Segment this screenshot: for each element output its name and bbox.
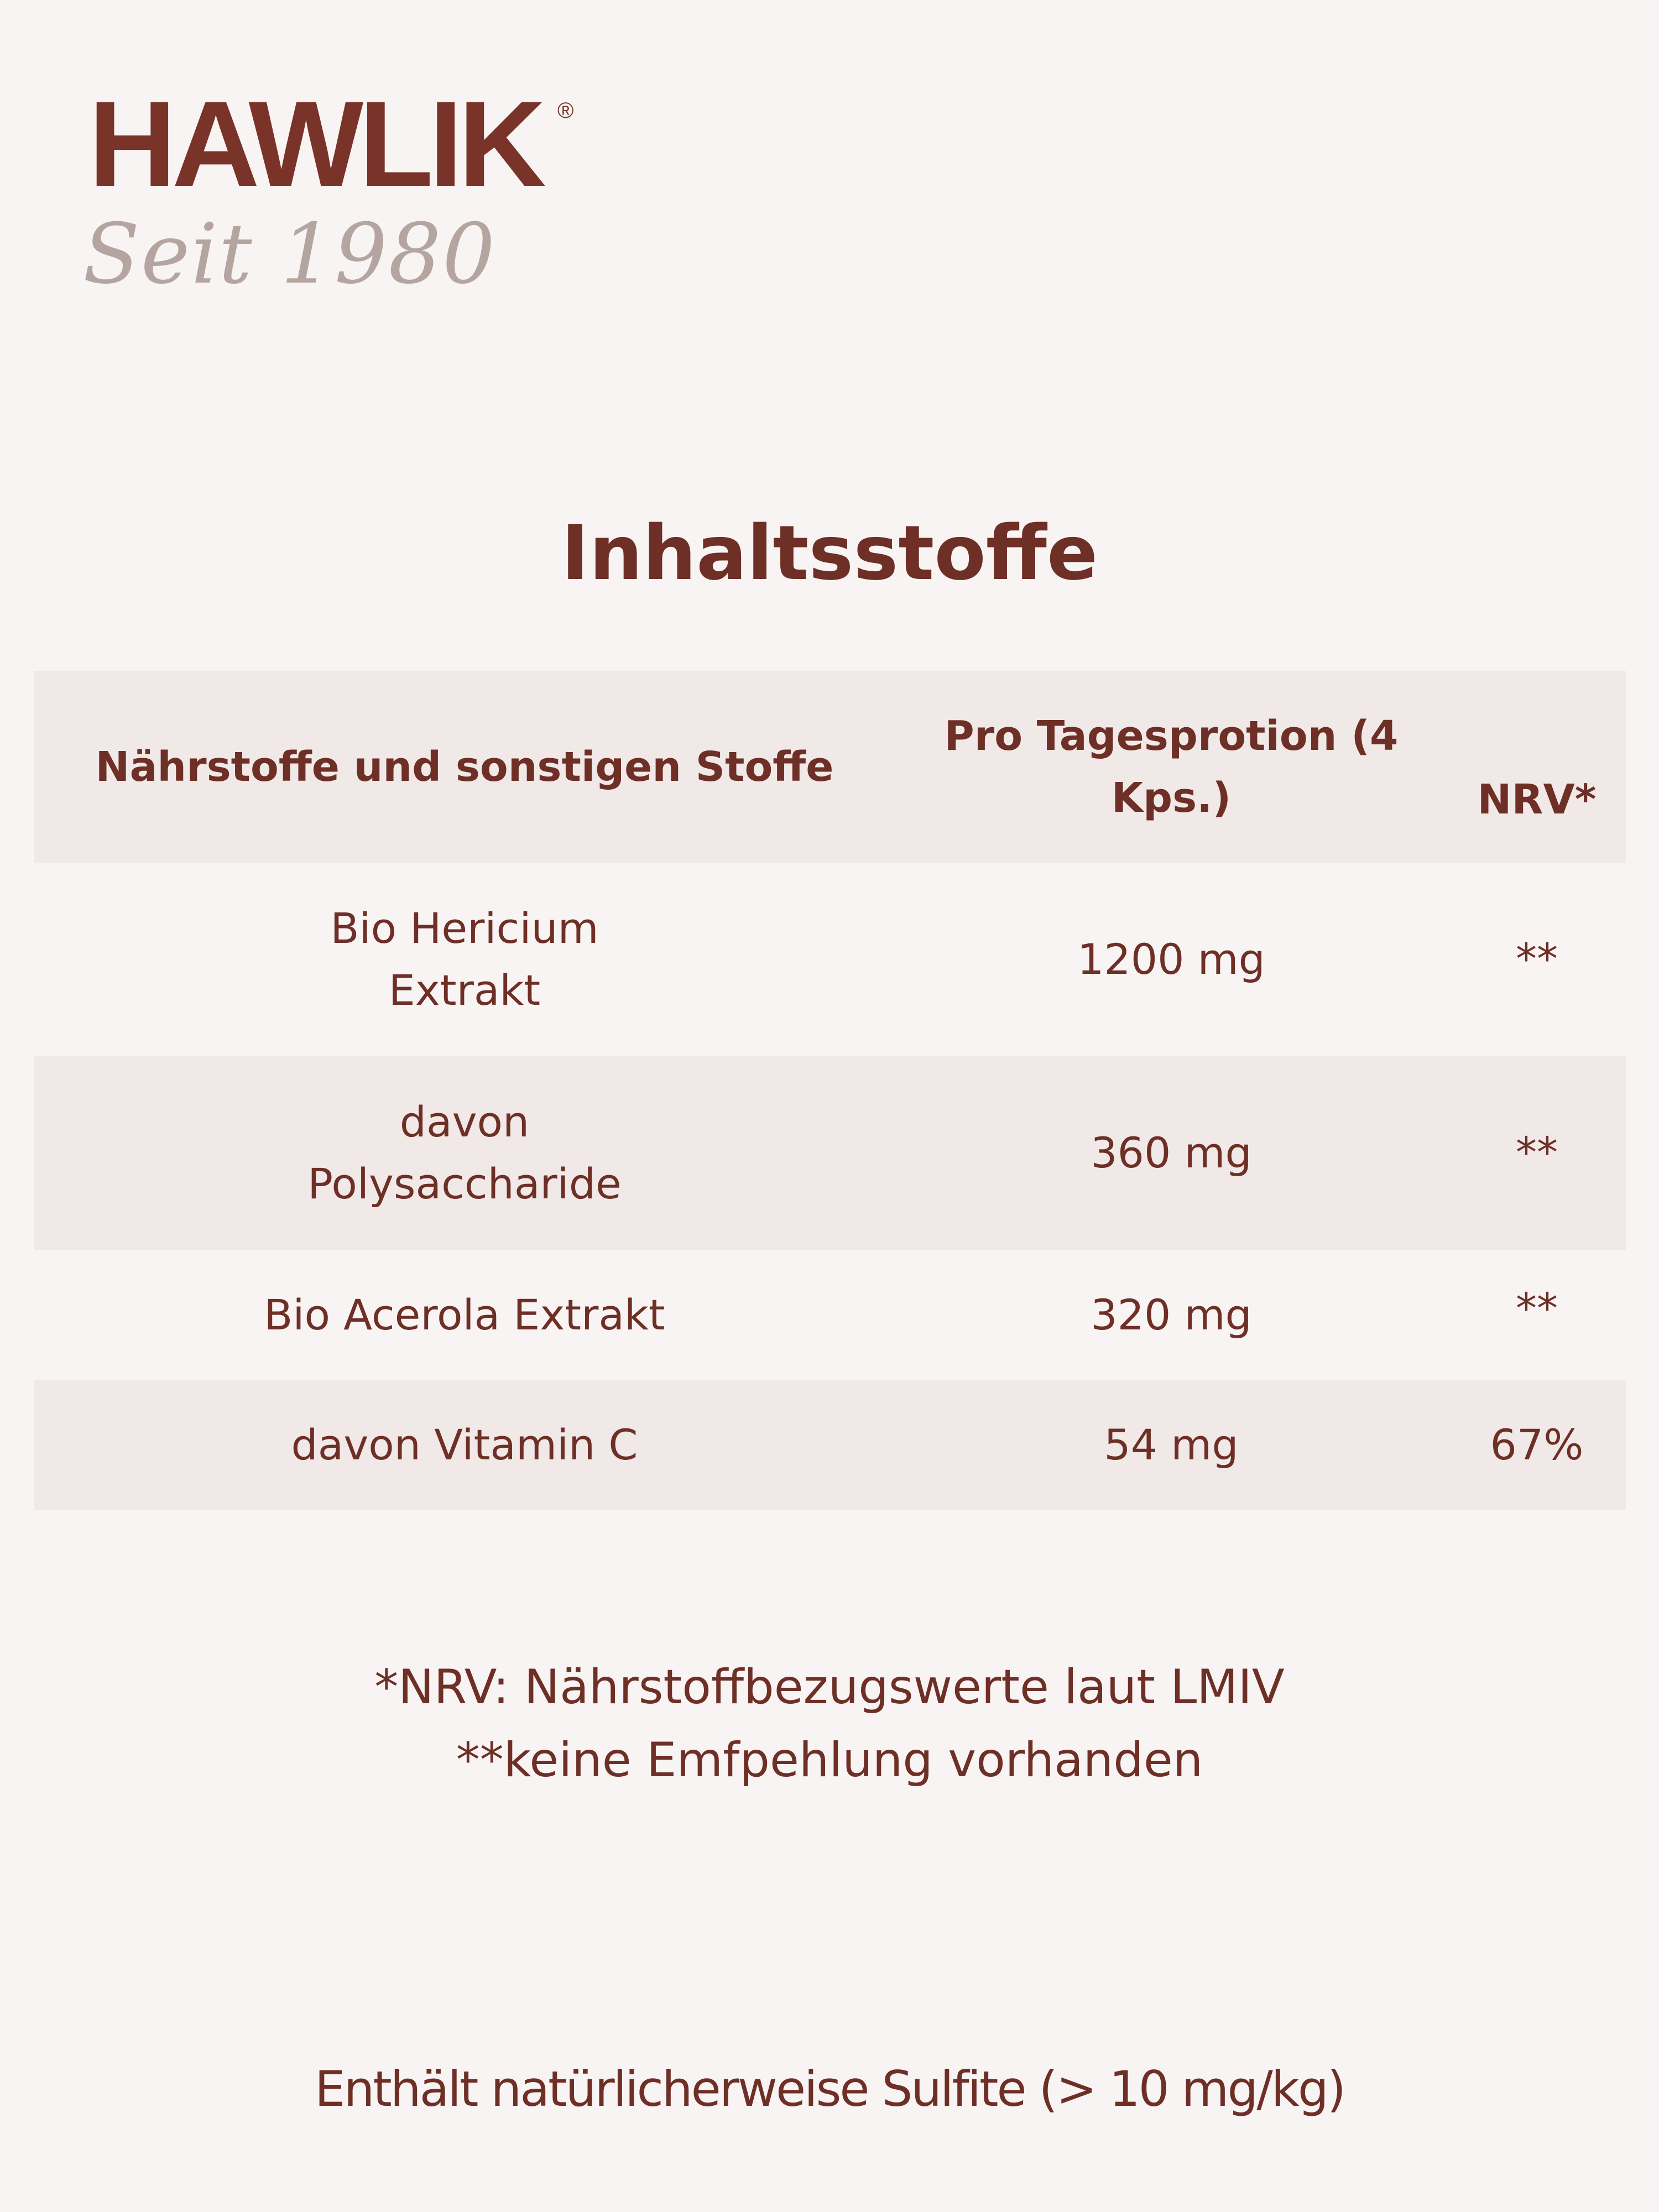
header-amount <box>895 671 1448 863</box>
row-amount-cell <box>895 1056 1448 1250</box>
row-name-cell <box>34 1250 895 1380</box>
row-nrv-cell <box>1448 1250 1626 1380</box>
header-nutrients-label: Nährstoffe und sonstigen Stoffe <box>95 743 834 791</box>
footnotes <box>0 1651 1659 1797</box>
brand-name: HAWLIK <box>88 76 542 212</box>
row-nrv-cell <box>1448 1056 1626 1250</box>
table-row <box>34 1250 1626 1380</box>
row-amount-cell <box>895 863 1448 1056</box>
row-name: davon Polysaccharide <box>307 1097 622 1208</box>
header-nutrients <box>34 671 895 863</box>
table-row <box>34 1056 1626 1250</box>
brand-logo <box>83 76 586 315</box>
row-nrv: 67% <box>1490 1420 1584 1469</box>
row-name: Bio Hericium Extrakt <box>330 904 599 1015</box>
footnote-no-recommendation: **keine Emfpehlung vorhanden <box>456 1733 1203 1788</box>
header-amount-label: Pro Tagesprotion (4 Kps.) <box>944 712 1399 822</box>
row-name-cell <box>34 1380 895 1510</box>
row-nrv-cell <box>1448 1380 1626 1510</box>
table-row <box>34 863 1626 1056</box>
header-nrv-label: NRV* <box>1477 776 1597 823</box>
row-amount-cell <box>895 1380 1448 1510</box>
ingredients-table <box>34 671 1626 1510</box>
row-nrv: ** <box>1516 1284 1558 1333</box>
row-name: davon Vitamin C <box>291 1420 638 1469</box>
row-amount: 320 mg <box>1091 1290 1252 1339</box>
row-name-cell <box>34 1056 895 1250</box>
row-amount: 360 mg <box>1091 1128 1252 1177</box>
brand-tagline: Seit 1980 <box>83 206 497 302</box>
header-nrv <box>1448 671 1626 863</box>
table-row <box>34 1380 1626 1510</box>
row-name-cell <box>34 863 895 1056</box>
row-amount-cell <box>895 1250 1448 1380</box>
row-nrv: ** <box>1516 1128 1558 1177</box>
row-name: Bio Acerola Extrakt <box>264 1290 665 1339</box>
row-nrv-cell <box>1448 863 1626 1056</box>
row-nrv: ** <box>1516 934 1558 983</box>
registered-trademark-mark: ® <box>557 98 574 123</box>
row-amount: 54 mg <box>1104 1420 1239 1469</box>
row-amount: 1200 mg <box>1077 935 1265 984</box>
table-header-row <box>34 671 1626 863</box>
sulfite-notice: Enthält natürlicherweise Sulfite (> 10 mg/kg) <box>314 2060 1345 2117</box>
footnote-nrv: *NRV: Nährstoffbezugswerte laut LMIV <box>374 1660 1285 1715</box>
page-title: Inhaltsstoffe <box>561 510 1098 597</box>
